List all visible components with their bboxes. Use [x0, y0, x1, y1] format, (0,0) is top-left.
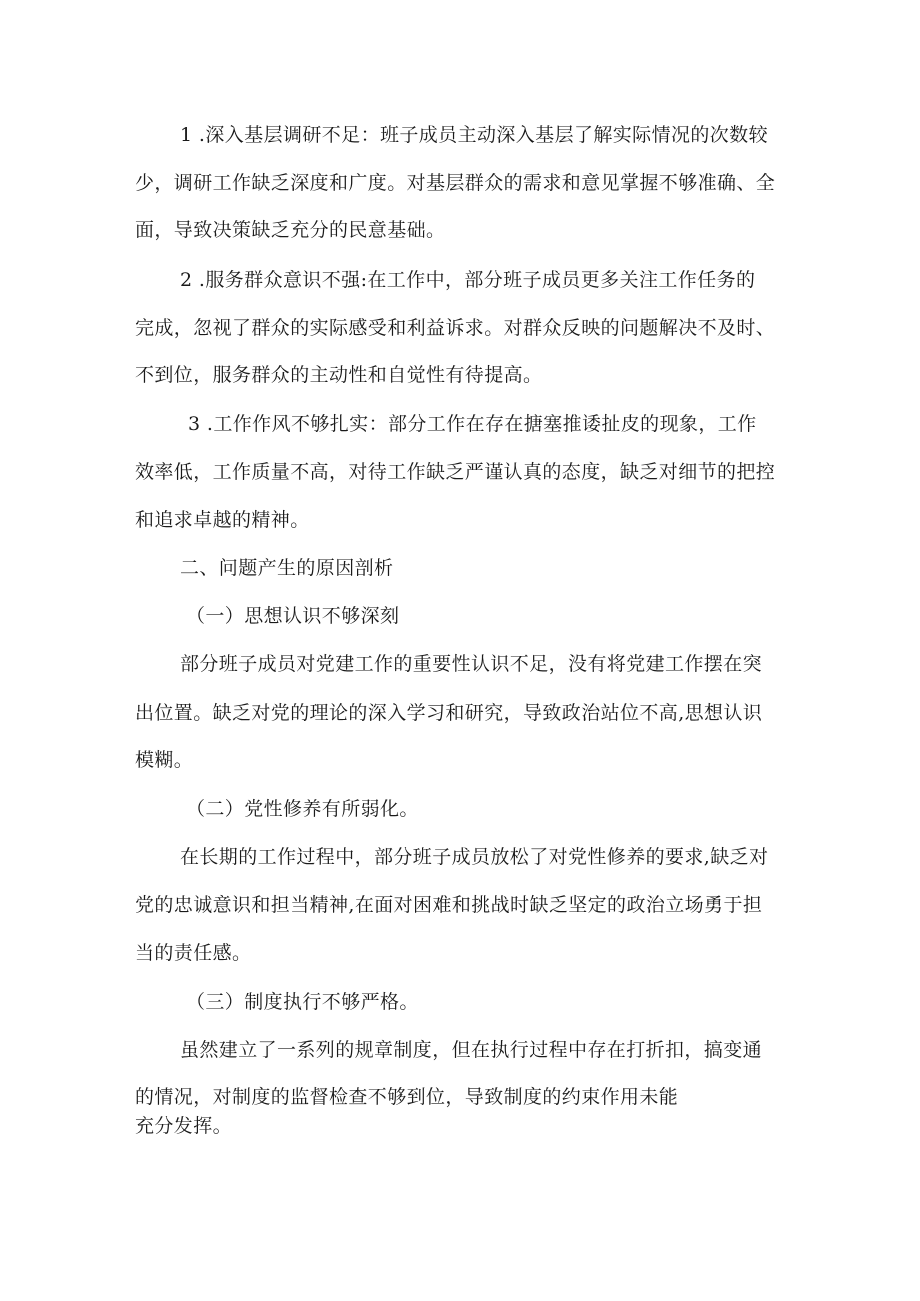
section-heading: 二、问题产生的原因剖析 — [180, 557, 394, 579]
item-2-line-3: 不到位，服务群众的主动性和自觉性有待提高。 — [135, 364, 543, 386]
subsection-1-line-1: 部分班子成员对党建工作的重要性认识不足，没有将党建工作摆在突 — [180, 653, 763, 675]
item-1-line-2: 少，调研工作缺乏深度和广度。对基层群众的需求和意见掌握不够准确、全 — [135, 172, 776, 194]
item-2-line-1: 2 .服务群众意识不强:在工作中，部分班子成员更多关注工作任务的 — [180, 269, 756, 291]
subsection-1-line-3: 模糊。 — [135, 749, 194, 771]
subsection-2-line-1: 在长期的工作过程中，部分班子成员放松了对党性修养的要求,缺乏对 — [180, 846, 769, 868]
subsection-3-line-2: 的情况，对制度的监督检查不够到位，导致制度的约束作用未能 — [135, 1086, 679, 1108]
subsection-heading-1: （一）思想认识不够深刻 — [186, 605, 400, 627]
item-2-line-2: 完成，忽视了群众的实际感受和利益诉求。对群众反映的问题解决不及时、 — [135, 317, 776, 339]
subsection-3-line-3: 充分发挥。 — [135, 1115, 233, 1137]
item-1-line-1: 1 .深入基层调研不足：班子成员主动深入基层了解实际情况的次数较 — [180, 124, 768, 146]
subsection-heading-3: （三）制度执行不够严格。 — [186, 991, 419, 1013]
item-3-line-3: 和追求卓越的精神。 — [135, 509, 310, 531]
subsection-1-line-2: 出位置。缺乏对党的理论的深入学习和研究，导致政治站位不高,思想认识 — [135, 702, 763, 724]
subsection-3-line-1: 虽然建立了一系列的规章制度，但在执行过程中存在打折扣，搞变通 — [180, 1039, 763, 1061]
item-3-line-2: 效率低，工作质量不高，对待工作缺乏严谨认真的态度，缺乏对细节的把控 — [135, 461, 776, 483]
subsection-heading-2: （二）党性修养有所弱化。 — [186, 798, 419, 820]
item-1-line-3: 面，导致决策缺乏充分的民意基础。 — [135, 219, 446, 241]
subsection-2-line-2: 党的忠诚意识和担当精神,在面对困难和挑战时缺乏坚定的政治立场勇于担 — [135, 894, 763, 916]
subsection-2-line-3: 当的责任感。 — [135, 942, 252, 964]
item-3-line-1: 3 .工作作风不够扎实：部分工作在存在搪塞推诿扯皮的现象，工作 — [188, 413, 757, 435]
